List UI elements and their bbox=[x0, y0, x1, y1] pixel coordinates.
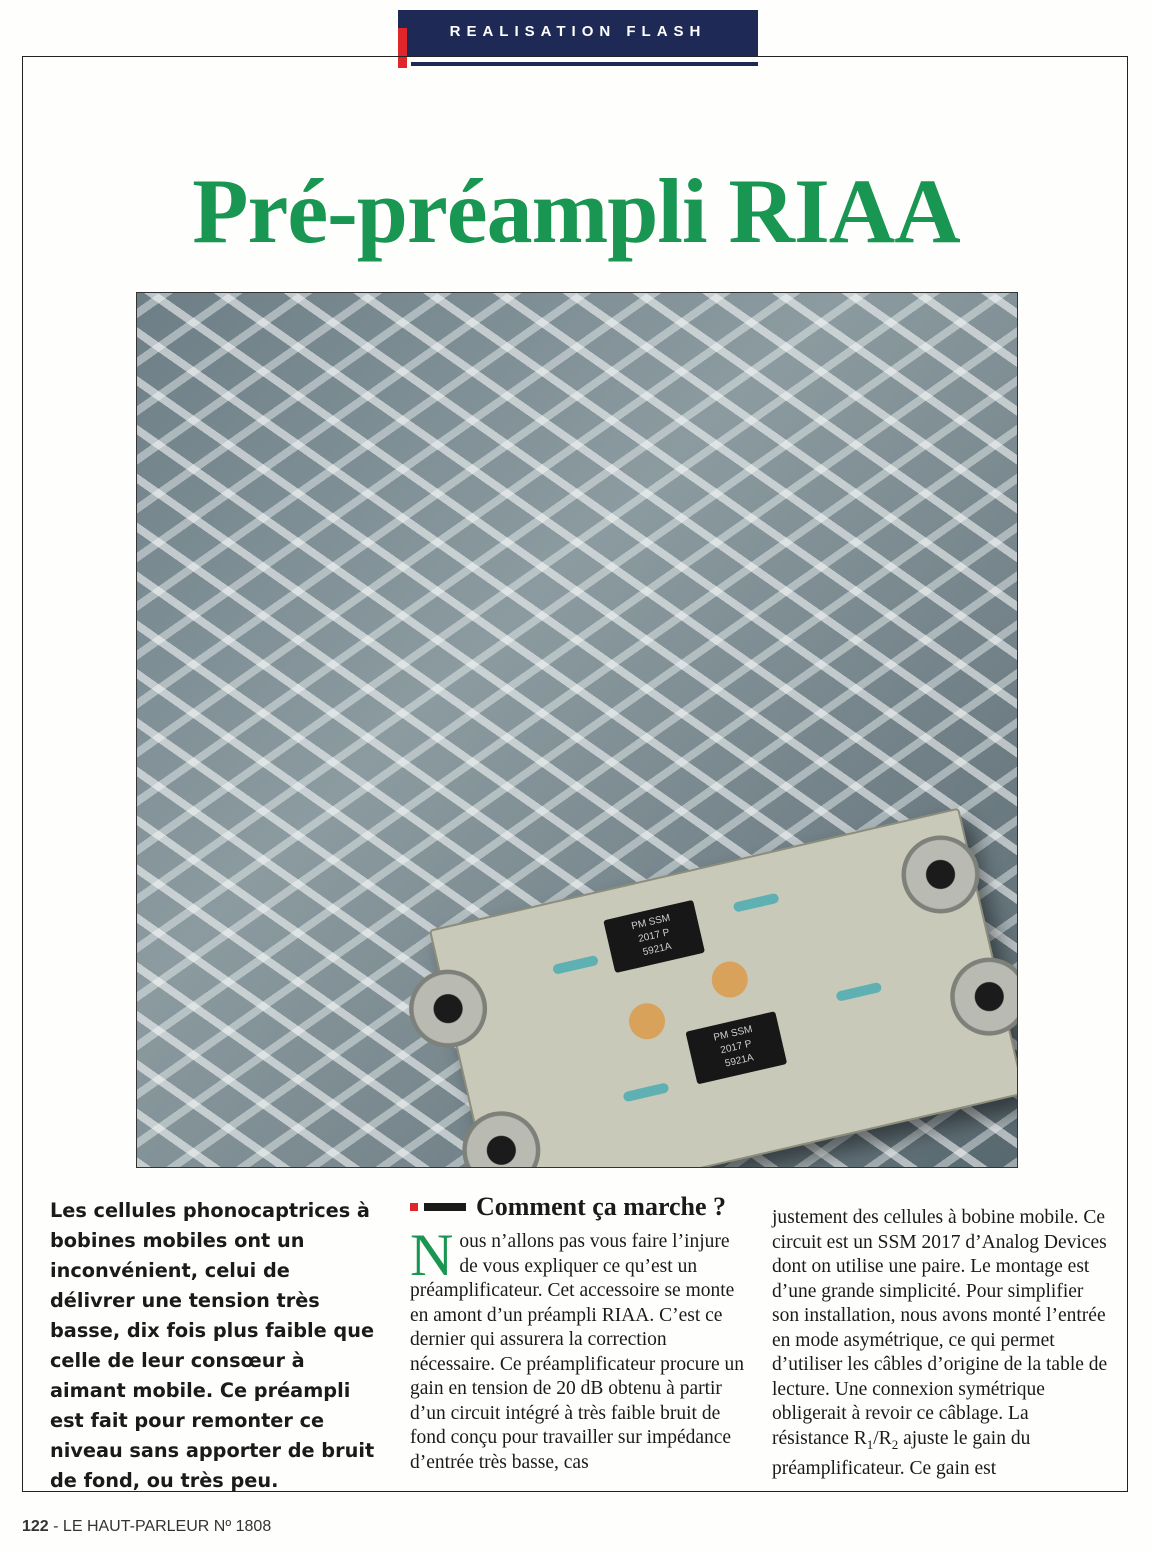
rca-jack bbox=[401, 962, 495, 1056]
section-heading bbox=[410, 1190, 748, 1224]
ic-chip: PM SSM 2017 P 5921A bbox=[685, 1011, 787, 1084]
subscript: 2 bbox=[891, 1436, 899, 1452]
body-paragraph bbox=[410, 1222, 748, 1475]
resistor bbox=[552, 955, 599, 975]
body-text: justement des cellules à bobine mobile. Ce circuit est un SSM 2017 d’Analog Devices dont on utilise une paire. Le montage est d’une grande simplicité. Pour simplifier son installation, nous avons monté l’entrée en mode asymétrique, ce qui permet d’utiliser les câbles d’origine de la table de lecture. Une connexion symétrique obligerait à revoir ce câblage. La résistance R bbox=[772, 1207, 1108, 1449]
article-photo bbox=[136, 292, 1018, 1168]
circuit-board bbox=[429, 808, 1018, 1168]
heading-red-marker bbox=[410, 1203, 418, 1211]
text-column-3 bbox=[772, 1206, 1108, 1481]
rca-jack bbox=[455, 1104, 549, 1168]
section-banner bbox=[398, 10, 758, 56]
article-title: Pré-préampli RIAA bbox=[192, 160, 960, 262]
rca-jack bbox=[942, 950, 1018, 1044]
body-text: ajuste le gain du préamplificateur. Ce gain est bbox=[772, 1427, 1031, 1479]
body-text: /R bbox=[873, 1427, 892, 1449]
section-label: REALISATION FLASH bbox=[449, 23, 707, 40]
page-number: 122 bbox=[22, 1518, 49, 1535]
section-heading-text: Comment ça marche ? bbox=[476, 1192, 727, 1221]
drop-cap: N bbox=[410, 1222, 454, 1288]
capacitor bbox=[708, 958, 751, 1001]
resistor bbox=[835, 982, 882, 1002]
page-footer bbox=[22, 1518, 271, 1536]
ic-chip: PM SSM 2017 P 5921A bbox=[603, 900, 705, 973]
heading-black-bar bbox=[424, 1203, 466, 1211]
resistor bbox=[733, 893, 780, 913]
article-lead: Les cellules phonocaptrices à bobines mobiles ont un inconvénient, celui de délivrer une tension très basse, dix fois plus faible que celle de leur consœur à aimant mobile. Ce préampli est fait pour remonter ce niveau sans apporter de bruit de fond, ou très peu. bbox=[50, 1199, 375, 1492]
resistor bbox=[622, 1082, 669, 1102]
text-column-2 bbox=[410, 1190, 748, 1475]
subscript: 1 bbox=[866, 1436, 874, 1452]
body-text: ous n’allons pas vous faire l’injure de vous expliquer ce qu’est un préamplificateur. Cet accessoire se monte en amont d’un préampli RIAA. C’est ce dernier qui assurera la correction nécessaire. Ce préamplificateur procure un gain en tension de 20 dB obtenu à partir d’un circuit intégré à très faible bruit de fond conçu pour travailler sur impédance d’entrée très basse, cas bbox=[410, 1231, 745, 1473]
magazine-name: - LE HAUT-PARLEUR Nº 1808 bbox=[48, 1518, 272, 1535]
rca-jack bbox=[894, 828, 988, 922]
capacitor bbox=[625, 1000, 668, 1043]
